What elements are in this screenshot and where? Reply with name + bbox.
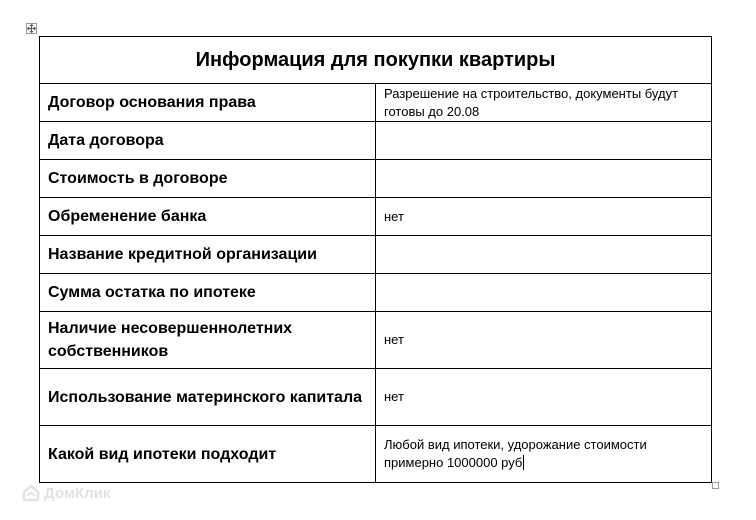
row-label-minor-owners[interactable]: Наличие несовершеннолетних собственников bbox=[40, 312, 376, 369]
mortgage-type-text: Любой вид ипотеки, удорожание стоимости примерно 1000000 руб bbox=[384, 437, 647, 470]
domclick-watermark bbox=[22, 483, 110, 503]
table-row bbox=[40, 426, 712, 483]
row-label-credit-organization[interactable]: Название кредитной организации bbox=[40, 236, 376, 274]
table-title[interactable]: Информация для покупки квартиры bbox=[40, 37, 712, 84]
table-row bbox=[40, 312, 712, 369]
row-value-mortgage-balance[interactable] bbox=[376, 274, 712, 312]
table-row bbox=[40, 84, 712, 122]
row-label-contract-price[interactable]: Стоимость в договоре bbox=[40, 160, 376, 198]
row-value-bank-encumbrance[interactable]: нет bbox=[376, 198, 712, 236]
row-value-maternity-capital[interactable]: нет bbox=[376, 369, 712, 426]
row-label-mortgage-type[interactable]: Какой вид ипотеки подходит bbox=[40, 426, 376, 483]
row-label-contract-basis[interactable]: Договор основания права bbox=[40, 84, 376, 122]
table-row bbox=[40, 122, 712, 160]
row-label-maternity-capital[interactable]: Использование материнского капитала bbox=[40, 369, 376, 426]
text-cursor bbox=[523, 455, 524, 470]
row-label-bank-encumbrance[interactable]: Обременение банка bbox=[40, 198, 376, 236]
row-value-minor-owners[interactable]: нет bbox=[376, 312, 712, 369]
table-row bbox=[40, 369, 712, 426]
row-value-credit-organization[interactable] bbox=[376, 236, 712, 274]
row-label-contract-date[interactable]: Дата договора bbox=[40, 122, 376, 160]
row-value-mortgage-type[interactable] bbox=[376, 426, 712, 483]
table-row bbox=[40, 236, 712, 274]
table-move-handle-icon[interactable] bbox=[26, 23, 37, 34]
table-title-row bbox=[40, 37, 712, 84]
domclick-logo-icon bbox=[22, 484, 40, 502]
row-value-contract-price[interactable] bbox=[376, 160, 712, 198]
table-row bbox=[40, 198, 712, 236]
table-row bbox=[40, 274, 712, 312]
table-row bbox=[40, 160, 712, 198]
row-value-contract-basis[interactable]: Разрешение на строительство, документы будут готовы до 20.08 bbox=[376, 84, 712, 122]
watermark-text: ДомКлик bbox=[44, 484, 111, 502]
row-label-mortgage-balance[interactable]: Сумма остатка по ипотеке bbox=[40, 274, 376, 312]
table-resize-handle-icon[interactable] bbox=[712, 482, 719, 489]
row-value-contract-date[interactable] bbox=[376, 122, 712, 160]
purchase-info-table bbox=[39, 36, 712, 483]
